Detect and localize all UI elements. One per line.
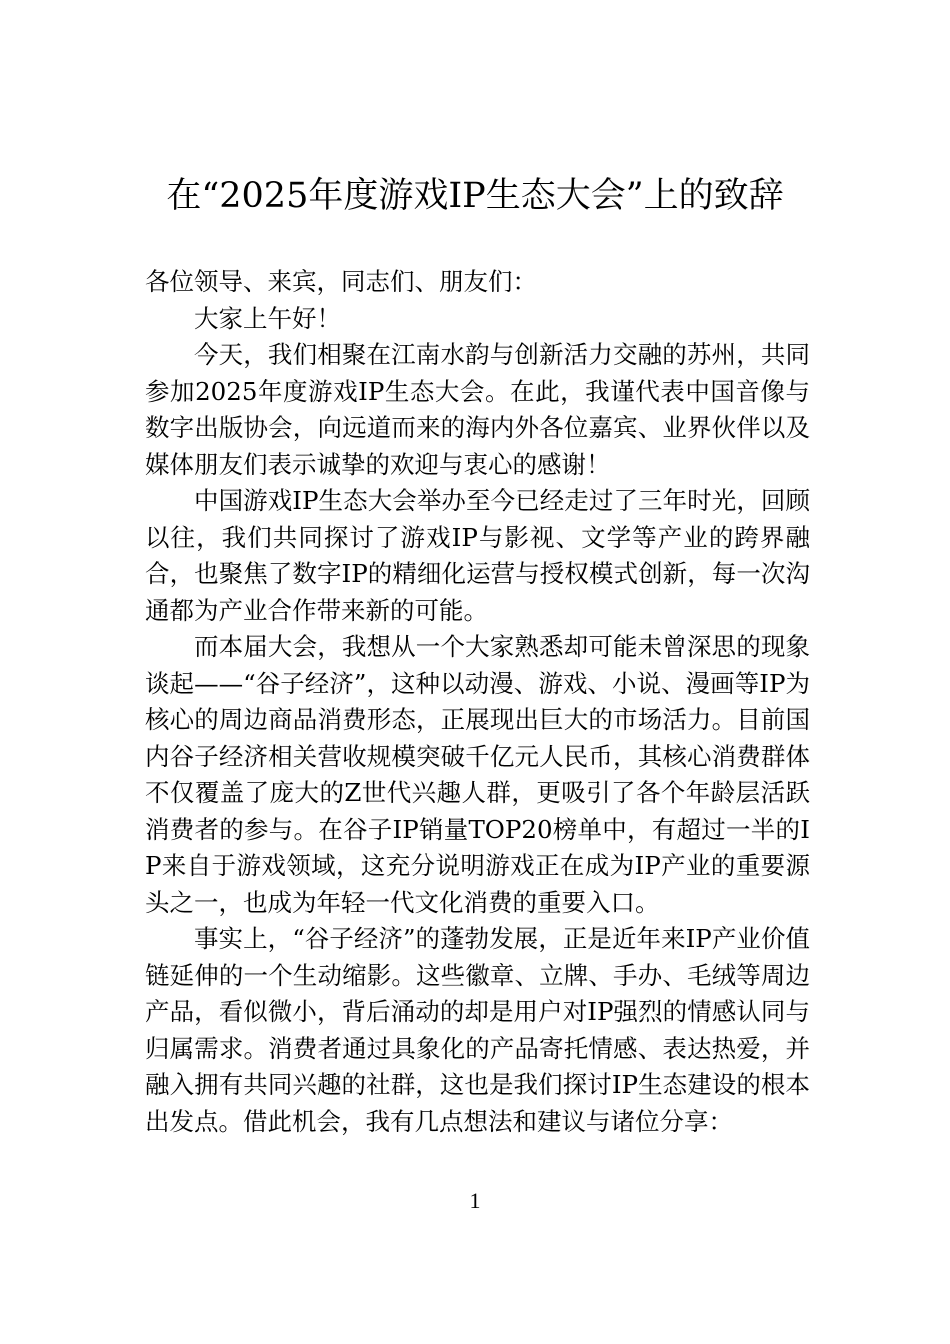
document-body bbox=[145, 264, 810, 1140]
paragraph-welcome: 今天，我们相聚在江南水韵与创新活力交融的苏州，共同参加2025年度游戏IP生态大会。在此，我谨代表中国音像与数字出版协会，向远道而来的海内外各位嘉宾、业界伙伴以及媒体朋友们表示诚挚的欢迎与衷心的感谢！ bbox=[145, 340, 810, 479]
paragraph-guzi-economy: 而本届大会，我想从一个大家熟悉却可能未曾深思的现象谈起——“谷子经济”，这种以动漫、游戏、小说、漫画等IP为核心的周边商品消费形态，正展现出巨大的市场活力。目前国内谷子经济相关营收规模突破千亿元人民币，其核心消费群体不仅覆盖了庞大的Z世代兴趣人群，更吸引了各个年龄层活跃消费者的参与。在谷子IP销量TOP20榜单中，有超过一半的IP来自于游戏领域，这充分说明游戏正在成为IP产业的重要源头之一，也成为年轻一代文化消费的重要入口。 bbox=[145, 632, 810, 917]
paragraph-history: 中国游戏IP生态大会举办至今已经走过了三年时光，回顾以往，我们共同探讨了游戏IP与影视、文学等产业的跨界融合，也聚焦了数字IP的精细化运营与授权模式创新，每一次沟通都为产业合作带来新的可能。 bbox=[145, 486, 810, 625]
paragraph-value-chain: 事实上，“谷子经济”的蓬勃发展，正是近年来IP产业价值链延伸的一个生动缩影。这些徽章、立牌、手办、毛绒等周边产品，看似微小，背后涌动的却是用户对IP强烈的情感认同与归属需求。消费者通过具象化的产品寄托情感、表达热爱，并融入拥有共同兴趣的社群，这也是我们探讨IP生态建设的根本出发点。借此机会，我有几点想法和建议与诸位分享： bbox=[145, 924, 810, 1136]
page-number: 1 bbox=[469, 1188, 481, 1213]
salutation: 各位领导、来宾，同志们、朋友们： bbox=[145, 267, 537, 296]
paragraph-greeting: 大家上午好！ bbox=[194, 303, 341, 333]
page-title: 在“2025年度游戏IP生态大会”上的致辞 bbox=[166, 176, 784, 216]
